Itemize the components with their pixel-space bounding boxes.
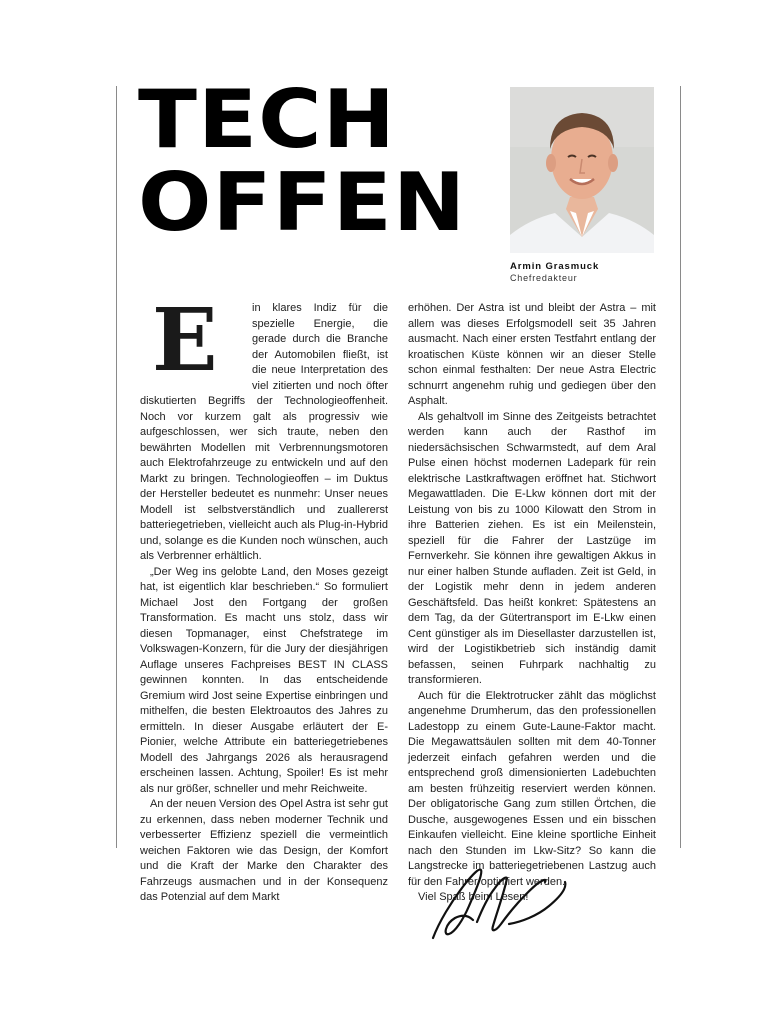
author-portrait-image	[510, 87, 654, 253]
author-signature	[425, 862, 575, 942]
article-column-2	[408, 301, 656, 906]
drop-cap: E	[152, 290, 218, 391]
right-column-rule	[680, 86, 681, 848]
headline-line-1: TECH	[138, 73, 397, 166]
paragraph: Als gehaltvoll im Sinne des Zeitgeists betrachtet werden kann auch der Rasthof im niedersächsischen Schwarmstedt, auf dem Aral Pulse einen höchst modernen Ladepark für rein elektrische Lastkraftwagen eröffnet hat. Stichwort Megawattladen. Die E-Lkw können dort mit der Leistung von bis zu 1000 Kilowatt den Strom in ihre Batterien ziehen. Es ist ein Meilenstein, speziell für die Fahrer der Lastzüge im Fernverkehr. Sie können ihre gewaltigen Akkus in nur einer halben Stunde aufladen. Zeit ist Geld, in der Logistik mehr denn in jedem anderen Geschäftsfeld. Das heißt konkret: Spätestens an dem Tag, da der Gütertransport im E-Lkw einen Cent günstiger als im Diesellaster darzustellen ist, wird der Logistikbetrieb sich inständig damit befassen, seinen Fuhrpark nachhaltig zu transformieren.	[408, 410, 656, 686]
paragraph: Auch für die Elektrotrucker zählt das möglichst angenehme Drumherum, das den professionellen Ladestopp zu einem Gute-Laune-Faktor macht. Die Megawattsäulen sollten mit dem 40-Tonner jederzeit einfach gefahren werden und die entsprechend groß dimensionierten Ladebuchten am besten frühzeitig reserviert werden können. Der obligatorische Gang zum stillen Örtchen, die Dusche, ausgewogenes Essen und ein bisschen Einkaufen vielleicht. Eine kleine sportliche Einheit nach den Stunden im Lkw-Sitz? So kann die Langstrecke im batteriegetriebenen Lastzug auch für den Fahrer optimiert werden.	[408, 689, 656, 888]
author-portrait	[510, 87, 654, 253]
author-role: Chefredakteur	[510, 273, 578, 283]
page-headline	[138, 73, 467, 249]
paragraph: erhöhen. Der Astra ist und bleibt der Astra – mit allem was dieses Erfolgsmodell seit 35 Jahren ausmacht. Nach einer ersten Testfahrt entlang der kroatischen Küste können wir an dieser Stelle schon einmal festhalten: Der neue Astra Electric schnurrt angenehm ruhig und gediegen über den Asphalt.	[408, 302, 656, 407]
headline-line-2: OFFEN	[138, 156, 467, 249]
paragraph: in klares Indiz für die spezielle Energie, die gerade durch die Branche der Automobilen fließt, ist die neue Interpretation des viel zitierten und noch öfter diskutierten Begriffs der Technologieoffenheit. Noch vor kurzem galt als progressiv wie aufgeschlossen, wer sich traute, neben den bewährten Modellen mit Verbrennungsmotoren auch Elektrofahrzeuge zu entwickeln und auf den Markt zu bringen. Technologieoffen – im Duktus der Hersteller bedeutet es nunmehr: Unser neues Modell ist selbstverständlich und zuallererst batteriegetrieben, vielleicht auch als Plug-in-Hybrid und, solange es die Kunden noch wünschen, auch als Verbrenner erhältlich.	[140, 302, 388, 562]
paragraph: „Der Weg ins gelobte Land, den Moses gezeigt hat, ist eigentlich klar beschrieben.“ So formuliert Michael Jost den Fortgang der großen Transformation. Es macht uns stolz, dass wir diesen Topmanager, einst Chefstratege im Volkswagen-Konzern, für die Jury der diesjährigen Auflage unseres Fachpreises BEST IN CLASS gewinnen konnten. In das entscheidende Gremium wird Jost seine Expertise einbringen und mithelfen, die besten Elektroautos des Jahres zu ermitteln. In dieser Ausgabe erläutert der E-Pionier, welche Attribute ein batteriegetriebenes Modell des Jahrgangs 2026 als herausragend erscheinen lassen. Achtung, Spoiler! Es ist mehr als nur größer, schneller und mehr Reichweite.	[140, 565, 388, 795]
closing-line: Viel Spaß beim Lesen!	[418, 891, 529, 903]
paragraph: An der neuen Version des Opel Astra ist sehr gut zu erkennen, dass neben moderner Technik und verbesserter Effizienz speziell die vermeintlich weichen Faktoren wie das Design, der Komfort und die Kraft der Marke den Charakter des Fahrzeugs ausmachen und in der Konsequenz das Potenzial auf dem Markt	[140, 798, 388, 903]
author-name: Armin Grasmuck	[510, 261, 600, 272]
left-column-rule	[116, 86, 117, 848]
article-column-1	[140, 290, 388, 906]
